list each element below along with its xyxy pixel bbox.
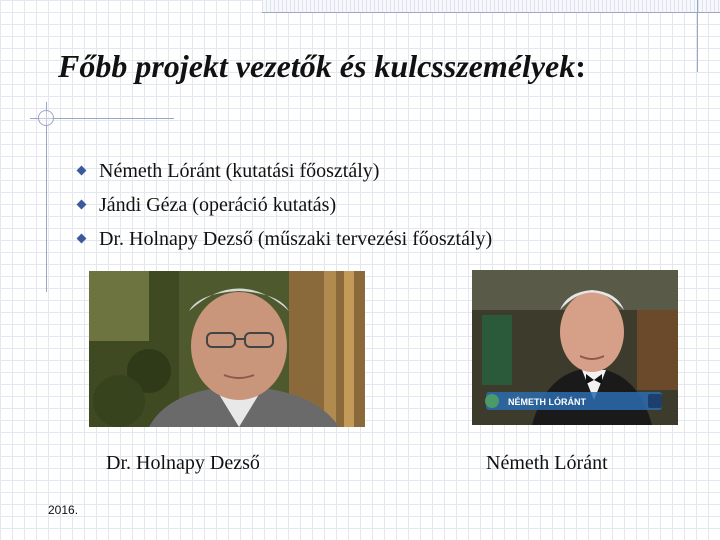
bullet-list	[78, 154, 492, 256]
slide-title	[58, 46, 586, 86]
decorative-vertical-line	[697, 0, 698, 72]
portrait-photo-nemeth	[472, 270, 678, 425]
diamond-bullet-icon	[77, 199, 87, 209]
bullet-item	[78, 222, 492, 256]
decorative-circle-icon	[38, 110, 54, 126]
footer-year: 2016.	[48, 503, 79, 517]
bullet-text: Németh Lóránt (kutatási főosztály)	[99, 160, 380, 182]
tv-lower-third-name: NÉMETH LÓRÁNT	[508, 397, 586, 407]
diamond-bullet-icon	[77, 233, 87, 243]
bullet-text: Dr. Holnapy Dezső (műszaki tervezési főosztály)	[99, 228, 493, 250]
photo-caption-right: Németh Lóránt	[486, 452, 608, 474]
bullet-text: Jándi Géza (operáció kutatás)	[99, 194, 337, 216]
slide-title-colon: :	[575, 48, 586, 84]
diamond-bullet-icon	[77, 165, 87, 175]
portrait-photo-holnapy	[89, 271, 365, 427]
bullet-item	[78, 188, 492, 222]
bullet-item	[78, 154, 492, 188]
photo-caption-left: Dr. Holnapy Dezső	[106, 452, 260, 474]
header-decoration-band	[262, 0, 720, 12]
slide-title-text: Főbb projekt vezetők és kulcsszemélyek	[58, 48, 576, 84]
decorative-vertical-line	[46, 102, 47, 292]
header-rule	[262, 12, 720, 13]
